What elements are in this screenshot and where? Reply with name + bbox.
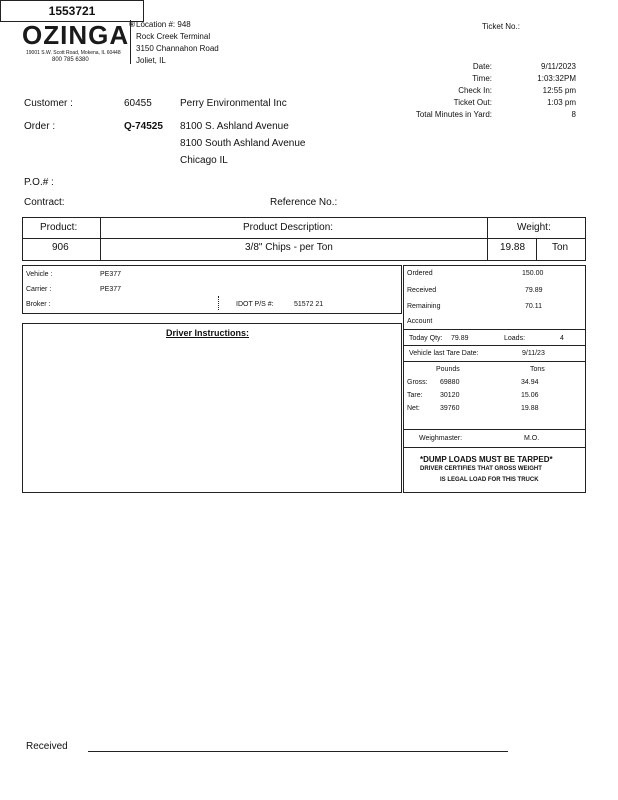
broker-label: Broker : bbox=[26, 301, 51, 308]
product-table-divider bbox=[22, 238, 585, 239]
tare-tons: 15.06 bbox=[521, 392, 539, 399]
remaining-label: Remaining bbox=[407, 303, 441, 310]
stats-divider-2 bbox=[403, 345, 585, 346]
carrier-value: PE377 bbox=[100, 286, 122, 293]
carrier-label: Carrier : bbox=[26, 286, 52, 293]
product-description: 3/8" Chips - per Ton bbox=[245, 242, 333, 253]
received-stat-label: Received bbox=[407, 287, 437, 294]
weight-header: Weight: bbox=[517, 222, 551, 233]
location-street: 3150 Channahon Road bbox=[136, 44, 219, 53]
weight-col-divider bbox=[487, 217, 488, 260]
idot-label: IDOT P/S #: bbox=[236, 301, 274, 308]
received-signature-label: Received bbox=[26, 741, 68, 752]
net-tons: 19.88 bbox=[521, 405, 539, 412]
vehicle-label: Vehicle : bbox=[26, 271, 53, 278]
vehicle-value: PE377 bbox=[100, 271, 122, 278]
product-code: 906 bbox=[52, 242, 69, 253]
signature-line bbox=[88, 751, 508, 752]
customer-name: Perry Environmental Inc bbox=[180, 98, 287, 109]
company-address: 19001 S.W. Scott Road, Mokena, IL 60448 bbox=[26, 50, 121, 56]
stats-divider-3 bbox=[403, 361, 585, 362]
date-label: Date: bbox=[472, 62, 492, 71]
company-logo: OZINGA® bbox=[22, 20, 137, 50]
stats-divider-1 bbox=[403, 329, 585, 330]
ordered-value: 150.00 bbox=[522, 270, 544, 277]
weighmaster-label: Weighmaster: bbox=[419, 435, 463, 442]
location-number: Location #: 948 bbox=[136, 20, 191, 29]
gross-label: Gross: bbox=[407, 379, 428, 386]
stats-divider-4 bbox=[403, 429, 585, 430]
today-qty-value: 79.89 bbox=[451, 335, 469, 342]
tarp-warning: *DUMP LOADS MUST BE TARPED* bbox=[420, 455, 553, 464]
date-value: 9/11/2023 bbox=[541, 62, 576, 71]
checkin-value: 12:55 pm bbox=[542, 86, 576, 95]
order-address-2: 8100 South Ashland Avenue bbox=[180, 138, 306, 149]
product-col-divider bbox=[100, 217, 101, 260]
order-label: Order : bbox=[24, 121, 56, 132]
checkin-label: Check In: bbox=[458, 86, 492, 95]
gross-tons: 34.94 bbox=[521, 379, 539, 386]
tare-label: Tare: bbox=[407, 392, 423, 399]
weighmaster-value: M.O. bbox=[524, 435, 540, 442]
idot-value: 51572 21 bbox=[294, 301, 324, 308]
ticket-label: Ticket No.: bbox=[482, 22, 520, 31]
po-label: P.O.# : bbox=[24, 177, 54, 188]
product-unit: Ton bbox=[552, 242, 569, 253]
net-label: Net: bbox=[407, 405, 420, 412]
order-city: Chicago IL bbox=[180, 155, 228, 166]
loads-value: 4 bbox=[560, 335, 564, 342]
ordered-label: Ordered bbox=[407, 270, 433, 277]
tare-pounds: 30120 bbox=[440, 392, 460, 399]
minutes-value: 8 bbox=[571, 110, 576, 119]
driver-instructions-title: Driver Instructions: bbox=[166, 328, 250, 338]
time-label: Time: bbox=[472, 74, 492, 83]
contract-label: Contract: bbox=[24, 197, 65, 208]
checkout-label: Ticket Out: bbox=[453, 98, 492, 107]
ticket-number: 1553721 bbox=[0, 0, 144, 22]
certify-warning-2: IS LEGAL LOAD FOR THIS TRUCK bbox=[440, 477, 539, 483]
pounds-header: Pounds bbox=[436, 366, 460, 373]
reference-label: Reference No.: bbox=[270, 197, 338, 208]
customer-label: Customer : bbox=[24, 98, 73, 109]
location-city: Joliet, IL bbox=[136, 56, 166, 65]
location-name: Rock Creek Terminal bbox=[136, 32, 211, 41]
today-qty-label: Today Qty: bbox=[409, 335, 443, 342]
customer-id: 60455 bbox=[124, 98, 152, 109]
driver-instructions-box bbox=[22, 323, 402, 493]
description-header: Product Description: bbox=[243, 222, 334, 233]
tare-date-label: Vehicle last Tare Date: bbox=[409, 350, 479, 357]
product-header: Product: bbox=[40, 222, 78, 233]
time-value: 1:03:32PM bbox=[537, 74, 576, 83]
order-id: Q-74525 bbox=[124, 121, 163, 132]
tare-date-value: 9/11/23 bbox=[522, 350, 545, 357]
unit-col-divider bbox=[536, 238, 537, 260]
vehicle-box bbox=[22, 265, 402, 314]
header-divider bbox=[130, 20, 131, 64]
order-address-1: 8100 S. Ashland Avenue bbox=[180, 121, 289, 132]
broker-divider bbox=[218, 296, 219, 310]
company-phone: 800 785 6380 bbox=[52, 57, 89, 63]
net-pounds: 39760 bbox=[440, 405, 460, 412]
gross-pounds: 69880 bbox=[440, 379, 460, 386]
received-stat-value: 79.89 bbox=[525, 287, 543, 294]
tons-header: Tons bbox=[530, 366, 545, 373]
remaining-value: 70.11 bbox=[525, 303, 542, 310]
certify-warning-1: DRIVER CERTIFIES THAT GROSS WEIGHT bbox=[420, 466, 542, 472]
minutes-label: Total Minutes in Yard: bbox=[415, 110, 492, 119]
product-weight: 19.88 bbox=[500, 242, 526, 253]
account-label: Account bbox=[407, 318, 433, 325]
stats-divider-5 bbox=[403, 447, 585, 448]
checkout-value: 1:03 pm bbox=[547, 98, 576, 107]
loads-label: Loads: bbox=[504, 335, 526, 342]
